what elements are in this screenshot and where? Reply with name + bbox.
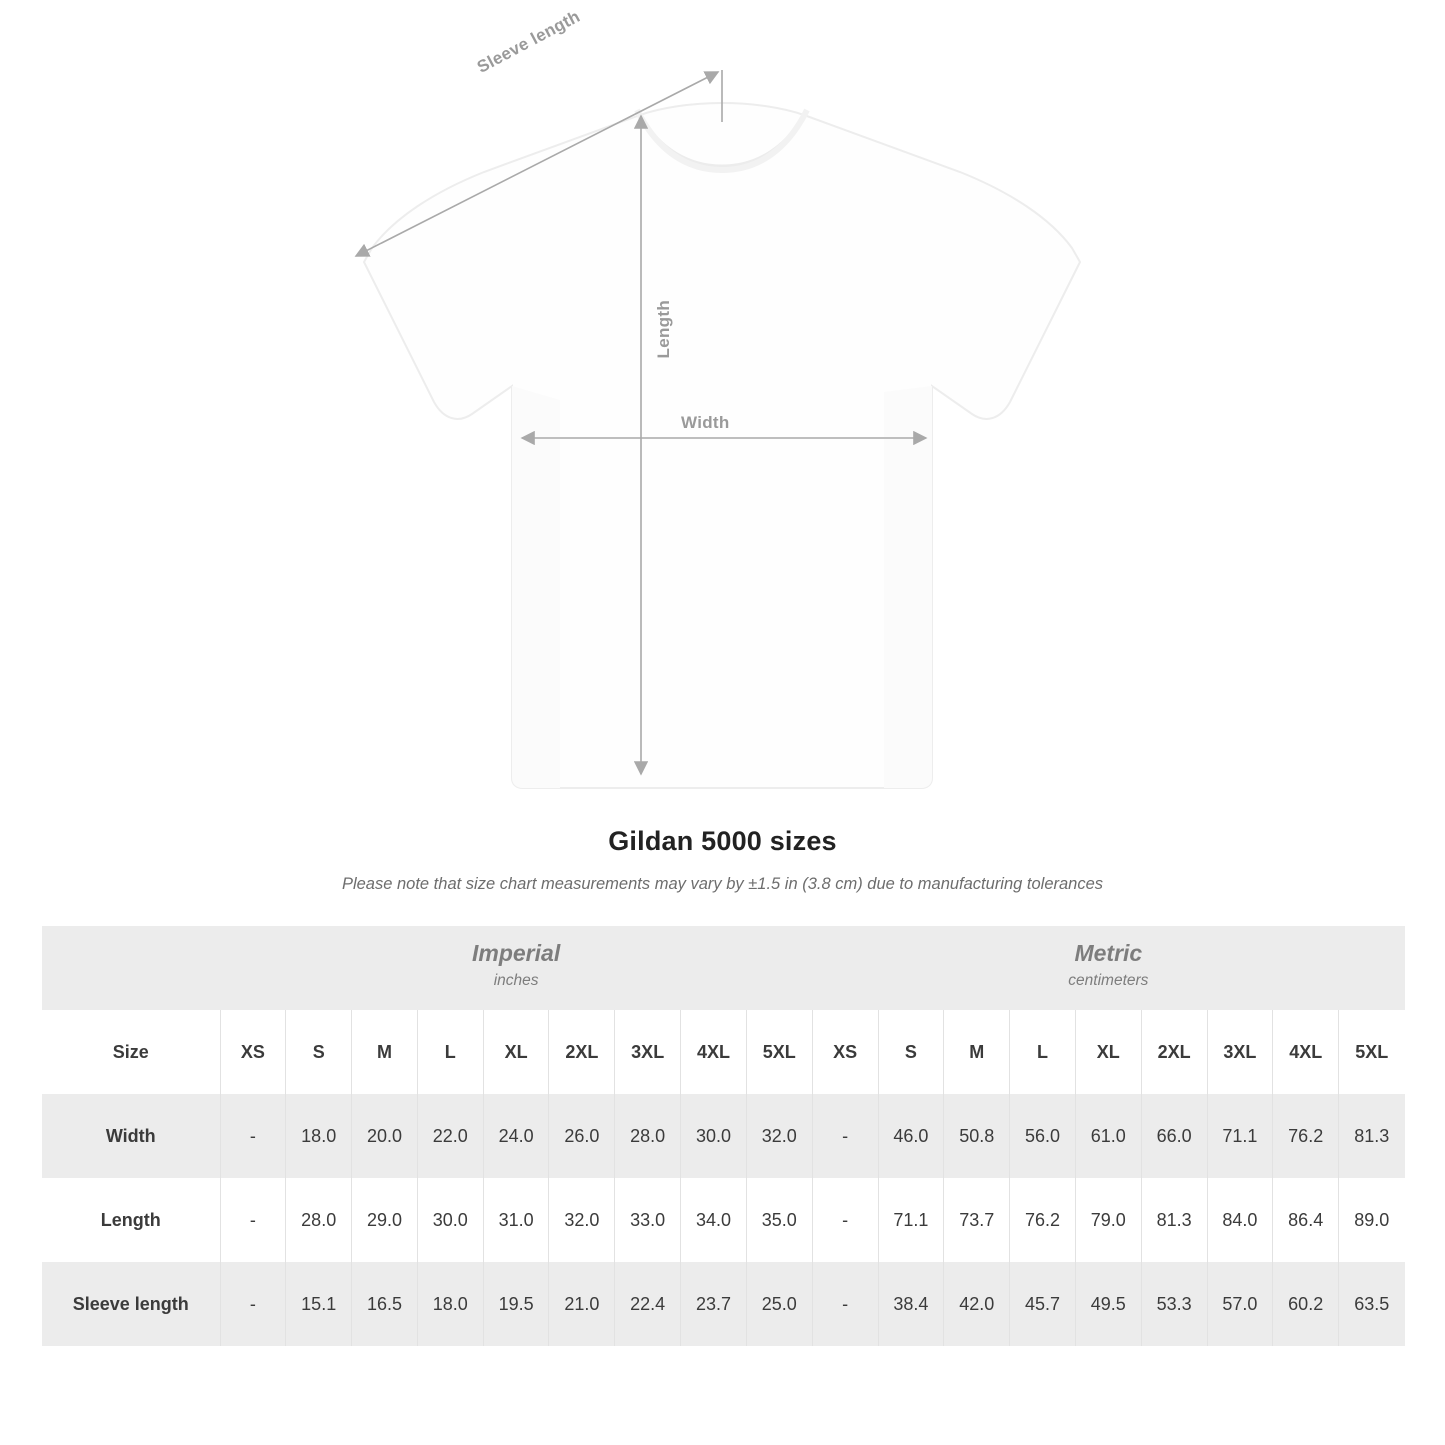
header-metric-xl: XL bbox=[1075, 1010, 1141, 1094]
width-label: Width bbox=[681, 413, 730, 432]
header-size-label: Size bbox=[42, 1010, 220, 1094]
unit-header-row bbox=[42, 926, 1405, 1010]
cell-sleeve-metric-xl: 49.5 bbox=[1075, 1262, 1141, 1346]
unit-name-metric: Metric bbox=[1074, 939, 1143, 966]
cell-sleeve-metric-4xl: 60.2 bbox=[1273, 1262, 1339, 1346]
cell-width-metric-l: 56.0 bbox=[1010, 1094, 1076, 1178]
cell-width-imperial-2xl: 26.0 bbox=[549, 1094, 615, 1178]
sleeve-length-label: Sleeve length bbox=[474, 6, 584, 77]
cell-length-metric-5xl: 89.0 bbox=[1339, 1178, 1405, 1262]
cell-length-metric-4xl: 86.4 bbox=[1273, 1178, 1339, 1262]
cell-width-metric-3xl: 71.1 bbox=[1207, 1094, 1273, 1178]
cell-sleeve-imperial-s: 15.1 bbox=[286, 1262, 352, 1346]
length-label: Length bbox=[654, 300, 673, 359]
header-imperial-s: S bbox=[286, 1010, 352, 1094]
unit-header-imperial bbox=[220, 926, 812, 1010]
cell-sleeve-metric-s: 38.4 bbox=[878, 1262, 944, 1346]
cell-sleeve-imperial-m: 16.5 bbox=[352, 1262, 418, 1346]
cell-width-imperial-m: 20.0 bbox=[352, 1094, 418, 1178]
cell-width-metric-4xl: 76.2 bbox=[1273, 1094, 1339, 1178]
header-imperial-2xl: 2XL bbox=[549, 1010, 615, 1094]
row-label-width: Width bbox=[42, 1094, 220, 1178]
cell-sleeve-metric-xs: - bbox=[812, 1262, 878, 1346]
size-table-wrapper bbox=[42, 926, 1403, 1346]
row-label-sleeve-length: Sleeve length bbox=[42, 1262, 220, 1346]
page-title: Gildan 5000 sizes bbox=[608, 826, 837, 856]
header-metric-m: M bbox=[944, 1010, 1010, 1094]
tolerance-note: Please note that size chart measurements may vary by ±1.5 in (3.8 cm) due to manufacturing tolerances bbox=[341, 875, 1104, 893]
unit-header-metric bbox=[812, 926, 1404, 1010]
cell-length-imperial-xs: - bbox=[220, 1178, 286, 1262]
cell-length-imperial-s: 28.0 bbox=[286, 1178, 352, 1262]
cell-length-imperial-m: 29.0 bbox=[352, 1178, 418, 1262]
header-imperial-5xl: 5XL bbox=[746, 1010, 812, 1094]
cell-sleeve-metric-l: 45.7 bbox=[1010, 1262, 1076, 1346]
header-imperial-xl: XL bbox=[483, 1010, 549, 1094]
cell-width-imperial-l: 22.0 bbox=[417, 1094, 483, 1178]
header-metric-4xl: 4XL bbox=[1273, 1010, 1339, 1094]
cell-length-imperial-4xl: 34.0 bbox=[681, 1178, 747, 1262]
cell-length-imperial-2xl: 32.0 bbox=[549, 1178, 615, 1262]
cell-sleeve-metric-5xl: 63.5 bbox=[1339, 1262, 1405, 1346]
cell-sleeve-imperial-5xl: 25.0 bbox=[746, 1262, 812, 1346]
cell-length-metric-m: 73.7 bbox=[944, 1178, 1010, 1262]
cell-length-metric-3xl: 84.0 bbox=[1207, 1178, 1273, 1262]
cell-sleeve-imperial-xs: - bbox=[220, 1262, 286, 1346]
header-imperial-4xl: 4XL bbox=[681, 1010, 747, 1094]
cell-width-imperial-5xl: 32.0 bbox=[746, 1094, 812, 1178]
cell-length-imperial-l: 30.0 bbox=[417, 1178, 483, 1262]
cell-sleeve-imperial-l: 18.0 bbox=[417, 1262, 483, 1346]
cell-width-imperial-xs: - bbox=[220, 1094, 286, 1178]
header-imperial-3xl: 3XL bbox=[615, 1010, 681, 1094]
cell-sleeve-metric-m: 42.0 bbox=[944, 1262, 1010, 1346]
cell-width-metric-2xl: 66.0 bbox=[1141, 1094, 1207, 1178]
cell-width-imperial-4xl: 30.0 bbox=[681, 1094, 747, 1178]
cell-width-imperial-xl: 24.0 bbox=[483, 1094, 549, 1178]
cell-sleeve-imperial-3xl: 22.4 bbox=[615, 1262, 681, 1346]
cell-width-metric-xs: - bbox=[812, 1094, 878, 1178]
header-metric-xs: XS bbox=[812, 1010, 878, 1094]
title-block bbox=[0, 826, 1445, 894]
header-metric-2xl: 2XL bbox=[1141, 1010, 1207, 1094]
cell-width-metric-xl: 61.0 bbox=[1075, 1094, 1141, 1178]
cell-length-metric-s: 71.1 bbox=[878, 1178, 944, 1262]
header-metric-l: L bbox=[1010, 1010, 1076, 1094]
size-header-row bbox=[42, 1010, 1405, 1094]
cell-width-metric-s: 46.0 bbox=[878, 1094, 944, 1178]
row-label-length: Length bbox=[42, 1178, 220, 1262]
cell-sleeve-metric-2xl: 53.3 bbox=[1141, 1262, 1207, 1346]
header-imperial-xs: XS bbox=[220, 1010, 286, 1094]
cell-length-metric-xs: - bbox=[812, 1178, 878, 1262]
cell-sleeve-imperial-4xl: 23.7 bbox=[681, 1262, 747, 1346]
cell-width-imperial-s: 18.0 bbox=[286, 1094, 352, 1178]
cell-length-imperial-3xl: 33.0 bbox=[615, 1178, 681, 1262]
header-imperial-m: M bbox=[352, 1010, 418, 1094]
cell-length-imperial-5xl: 35.0 bbox=[746, 1178, 812, 1262]
cell-length-metric-l: 76.2 bbox=[1010, 1178, 1076, 1262]
cell-sleeve-metric-3xl: 57.0 bbox=[1207, 1262, 1273, 1346]
cell-sleeve-imperial-xl: 19.5 bbox=[483, 1262, 549, 1346]
cell-sleeve-imperial-2xl: 21.0 bbox=[549, 1262, 615, 1346]
table-row bbox=[42, 1094, 1405, 1178]
cell-length-metric-xl: 79.0 bbox=[1075, 1178, 1141, 1262]
cell-width-metric-5xl: 81.3 bbox=[1339, 1094, 1405, 1178]
header-imperial-l: L bbox=[417, 1010, 483, 1094]
unit-sub-metric: centimeters bbox=[1068, 971, 1149, 989]
cell-width-metric-m: 50.8 bbox=[944, 1094, 1010, 1178]
size-table bbox=[42, 926, 1405, 1346]
cell-length-metric-2xl: 81.3 bbox=[1141, 1178, 1207, 1262]
unit-sub-imperial: inches bbox=[493, 971, 539, 989]
header-metric-s: S bbox=[878, 1010, 944, 1094]
header-metric-3xl: 3XL bbox=[1207, 1010, 1273, 1094]
unit-header-blank bbox=[42, 926, 220, 1010]
unit-name-imperial: Imperial bbox=[472, 939, 561, 966]
cell-length-imperial-xl: 31.0 bbox=[483, 1178, 549, 1262]
header-metric-5xl: 5XL bbox=[1339, 1010, 1405, 1094]
table-row bbox=[42, 1262, 1405, 1346]
cell-width-imperial-3xl: 28.0 bbox=[615, 1094, 681, 1178]
table-row bbox=[42, 1178, 1405, 1262]
